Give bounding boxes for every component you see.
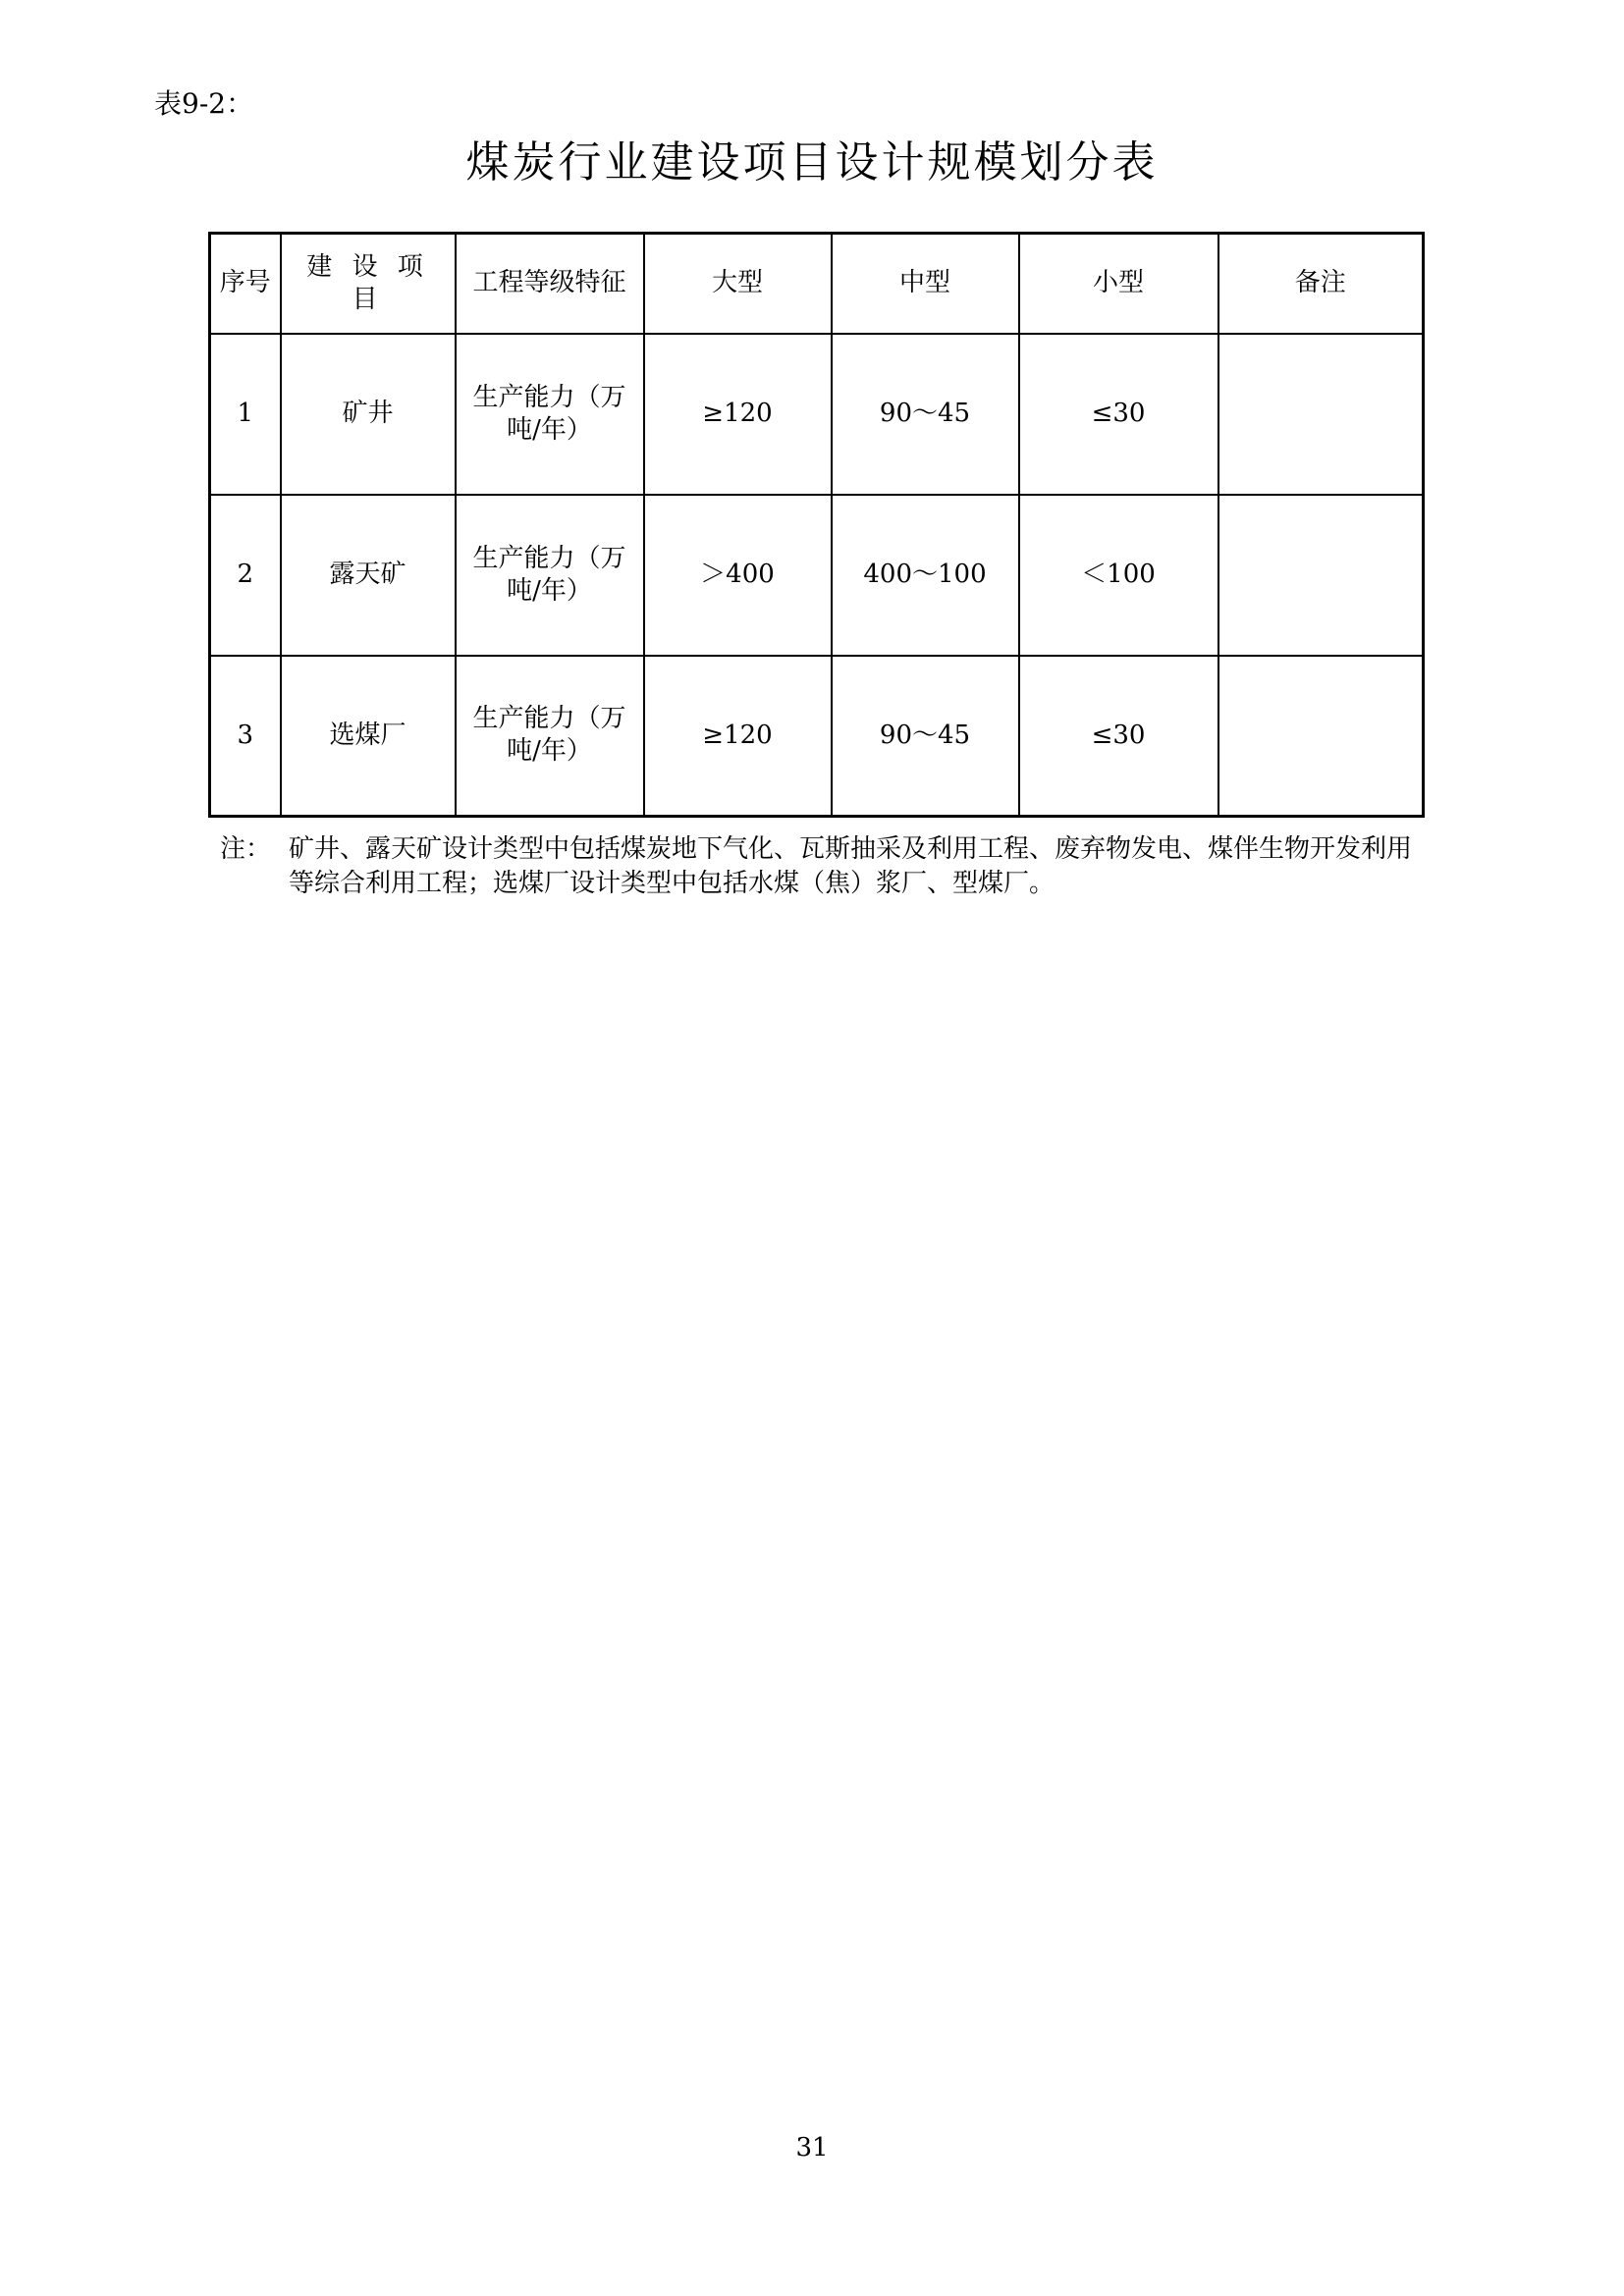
cell-project: 矿井 xyxy=(281,334,456,495)
cell-large: ≥120 xyxy=(644,656,832,817)
header-small: 小型 xyxy=(1019,234,1218,334)
cell-small: ＜100 xyxy=(1019,495,1218,656)
table-number-label: 表9-2： xyxy=(154,87,254,120)
cell-remark xyxy=(1218,656,1424,817)
cell-small: ≤30 xyxy=(1019,334,1218,495)
table-row xyxy=(210,334,1424,495)
cell-medium: 400～100 xyxy=(832,495,1019,656)
cell-large: ≥120 xyxy=(644,334,832,495)
cell-small: ≤30 xyxy=(1019,656,1218,817)
page-title: 煤炭行业建设项目设计规模划分表 xyxy=(465,137,1159,187)
cell-remark xyxy=(1218,495,1424,656)
cell-serial-number: 2 xyxy=(210,495,281,656)
cell-large: ＞400 xyxy=(644,495,832,656)
cell-project: 选煤厂 xyxy=(281,656,456,817)
cell-serial-number: 1 xyxy=(210,334,281,495)
header-grade-feature: 工程等级特征 xyxy=(456,234,644,334)
table-footnote xyxy=(220,832,1422,901)
footnote-text: 矿井、露天矿设计类型中包括煤炭地下气化、瓦斯抽采及利用工程、废弃物发电、煤伴生物开发利用等综合利用工程；选煤厂设计类型中包括水煤（焦）浆厂、型煤厂。 xyxy=(289,834,1413,898)
header-large: 大型 xyxy=(644,234,832,334)
header-remark: 备注 xyxy=(1218,234,1424,334)
cell-remark xyxy=(1218,334,1424,495)
header-serial-number: 序号 xyxy=(210,234,281,334)
cell-grade-feature: 生产能力（万吨/年） xyxy=(456,495,644,656)
table-header-row xyxy=(210,234,1424,334)
cell-project: 露天矿 xyxy=(281,495,456,656)
table-row xyxy=(210,656,1424,817)
header-medium: 中型 xyxy=(832,234,1019,334)
page-number: 31 xyxy=(795,2133,829,2163)
cell-grade-feature: 生产能力（万吨/年） xyxy=(456,656,644,817)
table-row xyxy=(210,495,1424,656)
design-scale-table xyxy=(208,232,1425,818)
cell-medium: 90～45 xyxy=(832,656,1019,817)
header-project: 建 设 项 目 xyxy=(281,234,456,334)
cell-serial-number: 3 xyxy=(210,656,281,817)
cell-grade-feature: 生产能力（万吨/年） xyxy=(456,334,644,495)
cell-medium: 90～45 xyxy=(832,334,1019,495)
footnote-label: 注： xyxy=(220,834,272,864)
